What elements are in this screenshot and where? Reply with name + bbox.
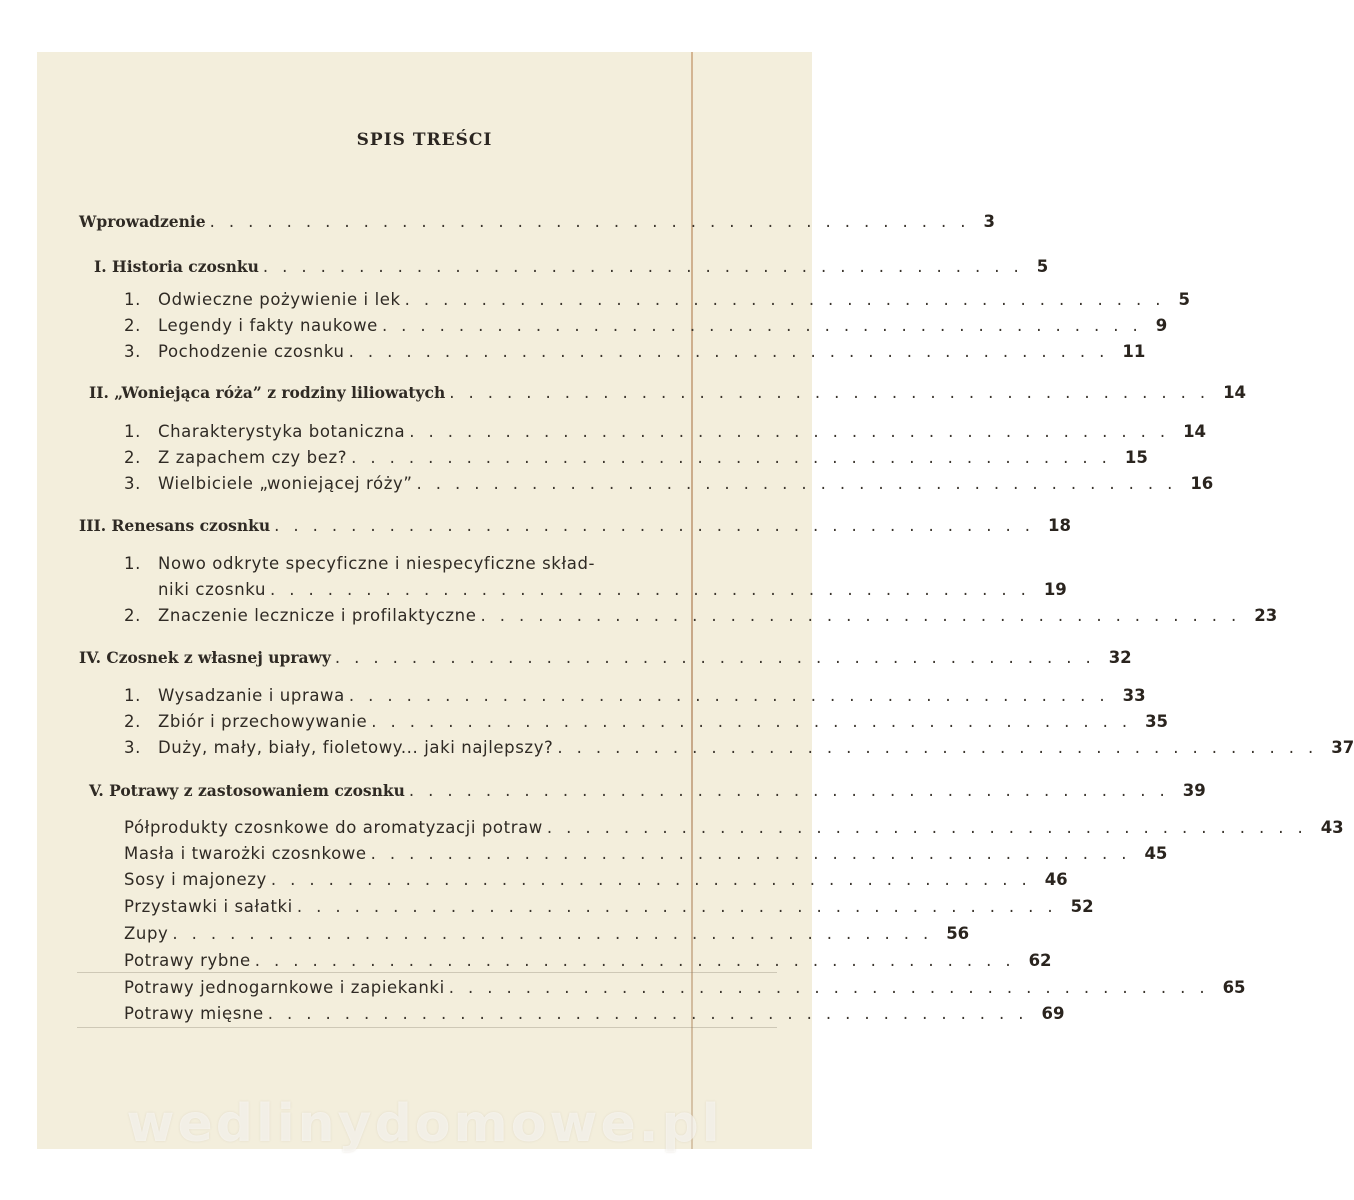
leader-dots: ........................................ (480, 606, 1251, 625)
toc-entry-label: Pochodzenie czosnku (158, 342, 345, 361)
toc-entry-label: Odwieczne pożywienie i lek (158, 290, 401, 309)
leader-dots: ........................................ (172, 924, 943, 943)
toc-entry-1-3 (124, 342, 1146, 366)
toc-entry-number: 2. (124, 712, 141, 731)
leader-dots: ........................................ (296, 897, 1067, 916)
toc-chapter-5 (89, 781, 1206, 805)
toc-entry-number: 3. (124, 738, 141, 757)
toc-entry-label: Zupy (124, 924, 169, 943)
toc-entry-label: Wysadzanie i uprawa (158, 686, 345, 705)
toc-entry-number: 1. (124, 290, 141, 309)
toc-entry-4-2 (124, 712, 1169, 736)
toc-page-number: 16 (1190, 474, 1214, 493)
toc-entry-5-3 (124, 870, 1068, 894)
toc-page-number: 5 (1178, 290, 1190, 309)
leader-dots: ........................................ (381, 316, 1152, 335)
toc-page-number: 23 (1254, 606, 1278, 625)
toc-entry-label: Legendy i fakty naukowe (158, 316, 378, 335)
leader-dots: ........................................ (404, 290, 1175, 309)
toc-entry-5-5 (124, 924, 970, 948)
toc-entry-label: Potrawy jednogarnkowe i zapiekanki (124, 978, 445, 997)
toc-page-number: 3 (983, 212, 995, 231)
toc-entry-5-7 (124, 978, 1246, 1002)
toc-entry-number: 2. (124, 316, 141, 335)
toc-entry-label: Sosy i majonezy (124, 870, 267, 889)
toc-entry-5-1 (124, 818, 1344, 842)
leader-dots: ........................................ (209, 212, 980, 231)
leader-dots: ........................................ (416, 474, 1187, 493)
leader-dots: ........................................ (371, 712, 1142, 731)
leader-dots: ........................................ (270, 580, 1040, 599)
toc-entry-label: V. Potrawy z zastosowaniem czosnku (89, 781, 405, 800)
toc-chapter-1 (94, 257, 1049, 281)
toc-entry-1-2 (124, 316, 1168, 340)
leader-dots: ........................................ (370, 844, 1141, 863)
leader-dots: ........................................ (274, 516, 1044, 535)
toc-entry-label: Wprowadzenie (79, 212, 206, 231)
toc-entry-number: 2. (124, 448, 141, 467)
toc-entry-5-2 (124, 844, 1168, 868)
toc-entry-2-2 (124, 448, 1148, 472)
bleed-through-line (77, 1027, 777, 1028)
toc-entry-label: Masła i twarożki czosnkowe (124, 844, 367, 863)
toc-entry-number: 1. (124, 422, 141, 441)
toc-entry-2-3 (124, 474, 1214, 498)
toc-page-number: 19 (1043, 580, 1067, 599)
toc-entry-label: Zbiór i przechowywanie (158, 712, 368, 731)
toc-entry-label: Duży, mały, biały, fioletowy... jaki najlepszy? (158, 738, 554, 757)
toc-entry-4-1 (124, 686, 1146, 710)
toc-entry-label: I. Historia czosnku (94, 257, 259, 276)
leader-dots: ........................................ (449, 383, 1220, 402)
toc-page-number: 65 (1222, 978, 1246, 997)
toc-page-number: 69 (1041, 1004, 1065, 1023)
leader-dots: ........................................ (270, 870, 1041, 889)
toc-entry-label: Charakterystyka botaniczna (158, 422, 406, 441)
toc-entry-label: Znaczenie lecznicze i profilaktyczne (158, 606, 477, 625)
toc-page-number: 32 (1108, 648, 1132, 667)
toc-page-number: 11 (1122, 342, 1146, 361)
toc-page-number: 46 (1044, 870, 1068, 889)
toc-page-number: 52 (1070, 897, 1094, 916)
leader-dots: ........................................ (409, 422, 1180, 441)
watermark: wedlinydomowe.pl (126, 1094, 723, 1154)
toc-entry-label: Półprodukty czosnkowe do aromatyzacji potraw (124, 818, 543, 837)
toc-entry-number: 3. (124, 342, 141, 361)
toc-entry-number: 3. (124, 474, 141, 493)
leader-dots: ........................................ (557, 738, 1328, 757)
book-page (37, 52, 1354, 1154)
toc-entry-label: Potrawy mięsne (124, 1004, 264, 1023)
toc-page-number: 33 (1122, 686, 1146, 705)
toc-entry-label: Z zapachem czy bez? (158, 448, 348, 467)
toc-entry-label: III. Renesans czosnku (79, 516, 271, 535)
leader-dots: ........................................ (348, 342, 1119, 361)
toc-page-number: 18 (1047, 516, 1071, 535)
toc-entry-number: 2. (124, 606, 141, 625)
toc-entry-4-3 (124, 738, 1354, 762)
toc-page-number: 62 (1028, 951, 1052, 970)
page-title: SPIS TREŚCI (356, 130, 493, 150)
leader-dots: ........................................ (408, 781, 1179, 800)
leader-dots: ........................................ (546, 818, 1317, 837)
toc-entry-3-1-line1 (124, 554, 595, 573)
leader-dots: ........................................ (262, 257, 1033, 276)
toc-page-number: 14 (1223, 383, 1247, 402)
toc-entry-label: Potrawy rybne (124, 951, 251, 970)
leader-dots: ........................................ (267, 1004, 1038, 1023)
toc-entry-label-continued: niki czosnku (158, 580, 267, 599)
toc-entry-3-2 (124, 606, 1278, 630)
toc-entry-label: Przystawki i sałatki (124, 897, 293, 916)
toc-page-number: 37 (1331, 738, 1354, 757)
toc-entry-label: Wielbiciele „woniejącej róży” (158, 474, 413, 493)
toc-page-number: 39 (1182, 781, 1206, 800)
toc-entry-intro (79, 212, 995, 236)
leader-dots: ........................................ (254, 951, 1025, 970)
toc-entry-5-8 (124, 1004, 1065, 1028)
toc-chapter-2 (89, 383, 1247, 407)
leader-dots: ........................................ (334, 648, 1105, 667)
toc-page-number: 15 (1124, 448, 1148, 467)
toc-chapter-3 (79, 516, 1071, 540)
leader-dots: ........................................ (348, 686, 1119, 705)
toc-page-number: 56 (946, 924, 970, 943)
bleed-through-line (77, 972, 777, 973)
toc-page-number: 45 (1144, 844, 1168, 863)
toc-entry-label: Nowo odkryte specyficzne i niespecyficzne skład- (158, 554, 596, 573)
toc-entry-1-1 (124, 290, 1190, 314)
toc-entry-label: IV. Czosnek z własnej uprawy (79, 648, 331, 667)
toc-page-number: 14 (1183, 422, 1207, 441)
toc-entry-2-1 (124, 422, 1207, 446)
toc-entry-label: II. „Woniejąca róża” z rodziny liliowatych (89, 383, 446, 402)
toc-entry-number: 1. (124, 554, 141, 573)
toc-entry-5-4 (124, 897, 1094, 921)
toc-page-number: 9 (1155, 316, 1168, 335)
toc-page-number: 43 (1320, 818, 1344, 837)
leader-dots: ........................................ (448, 978, 1219, 997)
toc-page-number: 35 (1145, 712, 1169, 731)
leader-dots: ........................................ (351, 448, 1121, 467)
toc-entry-3-1-line2 (158, 580, 1067, 604)
toc-page-number: 5 (1036, 257, 1049, 276)
toc-entry-number: 1. (124, 686, 141, 705)
toc-chapter-4 (79, 648, 1132, 672)
